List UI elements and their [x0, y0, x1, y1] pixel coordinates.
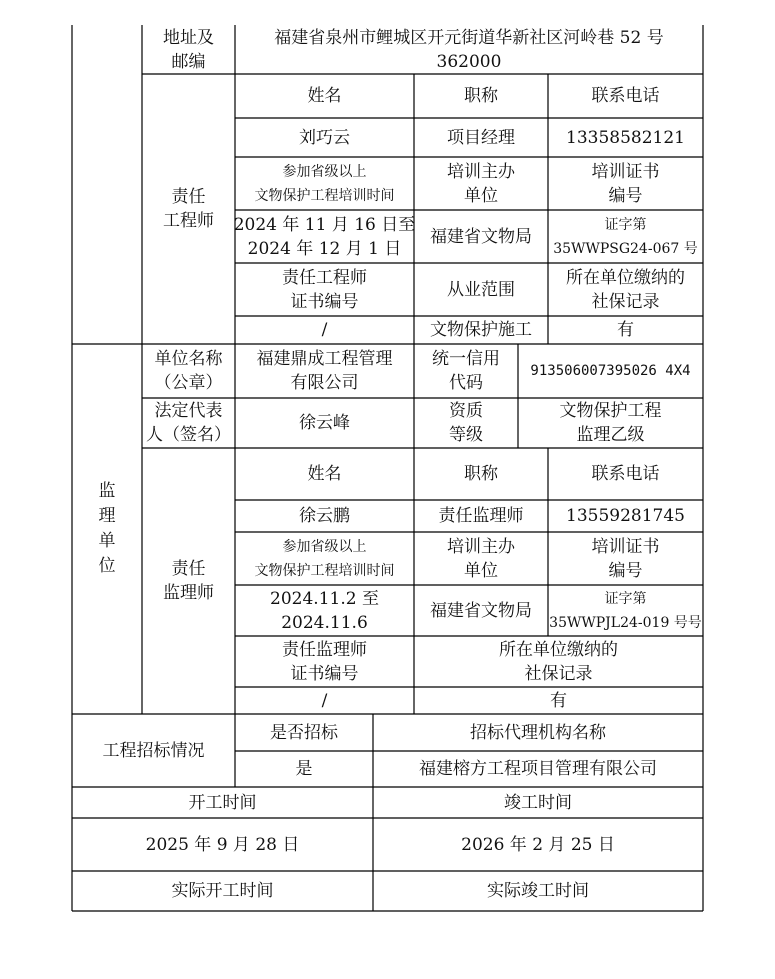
engineer-training-time-header: 参加省级以上 文物保护工程培训时间	[254, 163, 395, 204]
engineer-phone: 13358582121	[566, 127, 685, 148]
start-time-label: 开工时间	[188, 792, 257, 813]
supervisor-training-time: 2024.11.2 至 2024.11.6	[270, 588, 379, 633]
end-time-label: 竣工时间	[504, 792, 572, 813]
engineer-title-header: 职称	[464, 86, 498, 106]
actual-start-label: 实际开工时间	[171, 881, 274, 901]
bidding-label: 工程招标情况	[102, 740, 205, 761]
supervisor-training-cert-header: 培训证书 编号	[591, 536, 660, 581]
engineer-training-cert-header: 培训证书 编号	[591, 161, 660, 206]
supervisor-title-header: 职称	[464, 464, 498, 484]
supervisor-legal: 徐云峰	[299, 413, 350, 433]
supervisor-social-header: 所在单位缴纳的 社保记录	[499, 639, 618, 684]
supervisor-cert-no-header: 责任监理师 证书编号	[282, 639, 367, 684]
bidding-is-bid: 是	[295, 759, 313, 779]
engineer-training-organizer-header: 培训主办 单位	[447, 161, 515, 206]
supervisor-training-organizer-header: 培训主办 单位	[447, 536, 515, 581]
engineer-scope: 文物保护施工	[430, 320, 532, 340]
bidding-is-bid-label: 是否招标	[270, 722, 338, 743]
bidding-agency: 福建榕方工程项目管理有限公司	[419, 759, 657, 779]
engineer-training-time: 2024 年 11 月 16 日至 2024 年 12 月 1 日	[233, 214, 416, 259]
engineer-cert-no-header: 责任工程师 证书编号	[282, 267, 367, 312]
supervisor-credit-code: 913506007395026 4X4	[530, 363, 691, 379]
supervisor-training-organizer: 福建省文物局	[430, 600, 532, 621]
engineer-name: 刘巧云	[299, 127, 350, 148]
supervisor-unit-label: 监 理 单 位	[98, 481, 116, 576]
engineer-label: 责任 工程师	[163, 187, 214, 231]
engineer-phone-header: 联系电话	[591, 86, 660, 106]
engineer-title: 项目经理	[447, 127, 515, 148]
address-label: 地址及 邮编	[163, 27, 214, 72]
supervisor-cert-no: /	[321, 690, 328, 711]
supervisor-engineer-phone: 13559281745	[566, 506, 685, 526]
engineer-name-header: 姓名	[307, 86, 342, 106]
supervisor-social: 有	[550, 690, 567, 711]
supervisor-name: 福建鼎成工程管理 有限公司	[256, 349, 393, 393]
supervisor-qual: 文物保护工程 监理乙级	[559, 401, 662, 445]
engineer-training-organizer: 福建省文物局	[430, 226, 532, 247]
engineer-cert-no: /	[321, 320, 328, 340]
supervisor-engineer-title: 责任监理师	[438, 506, 524, 526]
engineer-social-header: 所在单位缴纳的 社保记录	[566, 267, 685, 312]
engineer-scope-header: 从业范围	[447, 279, 515, 300]
address-value: 福建省泉州市鲤城区开元街道华新社区河岭巷 52 号 362000	[274, 27, 664, 72]
supervisor-legal-label: 法定代表 人（签名）	[146, 401, 231, 445]
supervisor-name-header: 姓名	[307, 464, 342, 484]
supervisor-qual-label: 资质 等级	[449, 401, 483, 445]
bidding-agency-label: 招标代理机构名称	[470, 722, 606, 743]
actual-end-label: 实际竣工时间	[487, 881, 589, 901]
supervisor-phone-header: 联系电话	[591, 464, 660, 484]
engineer-training-cert: 证字第 35WWPSG24-067 号	[553, 216, 698, 257]
supervisor-training-cert: 证字第 35WWPJL24-019 号号	[549, 590, 702, 631]
end-time: 2026 年 2 月 25 日	[461, 834, 615, 855]
start-time: 2025 年 9 月 28 日	[145, 834, 300, 855]
supervisor-name-label: 单位名称 （公章）	[154, 349, 223, 393]
supervisor-training-time-header: 参加省级以上 文物保护工程培训时间	[254, 538, 395, 579]
engineer-social: 有	[617, 320, 634, 340]
supervisor-credit-label: 统一信用 代码	[432, 349, 500, 393]
supervisor-engineer-label: 责任 监理师	[163, 559, 214, 603]
supervisor-engineer-name: 徐云鹏	[299, 506, 350, 526]
